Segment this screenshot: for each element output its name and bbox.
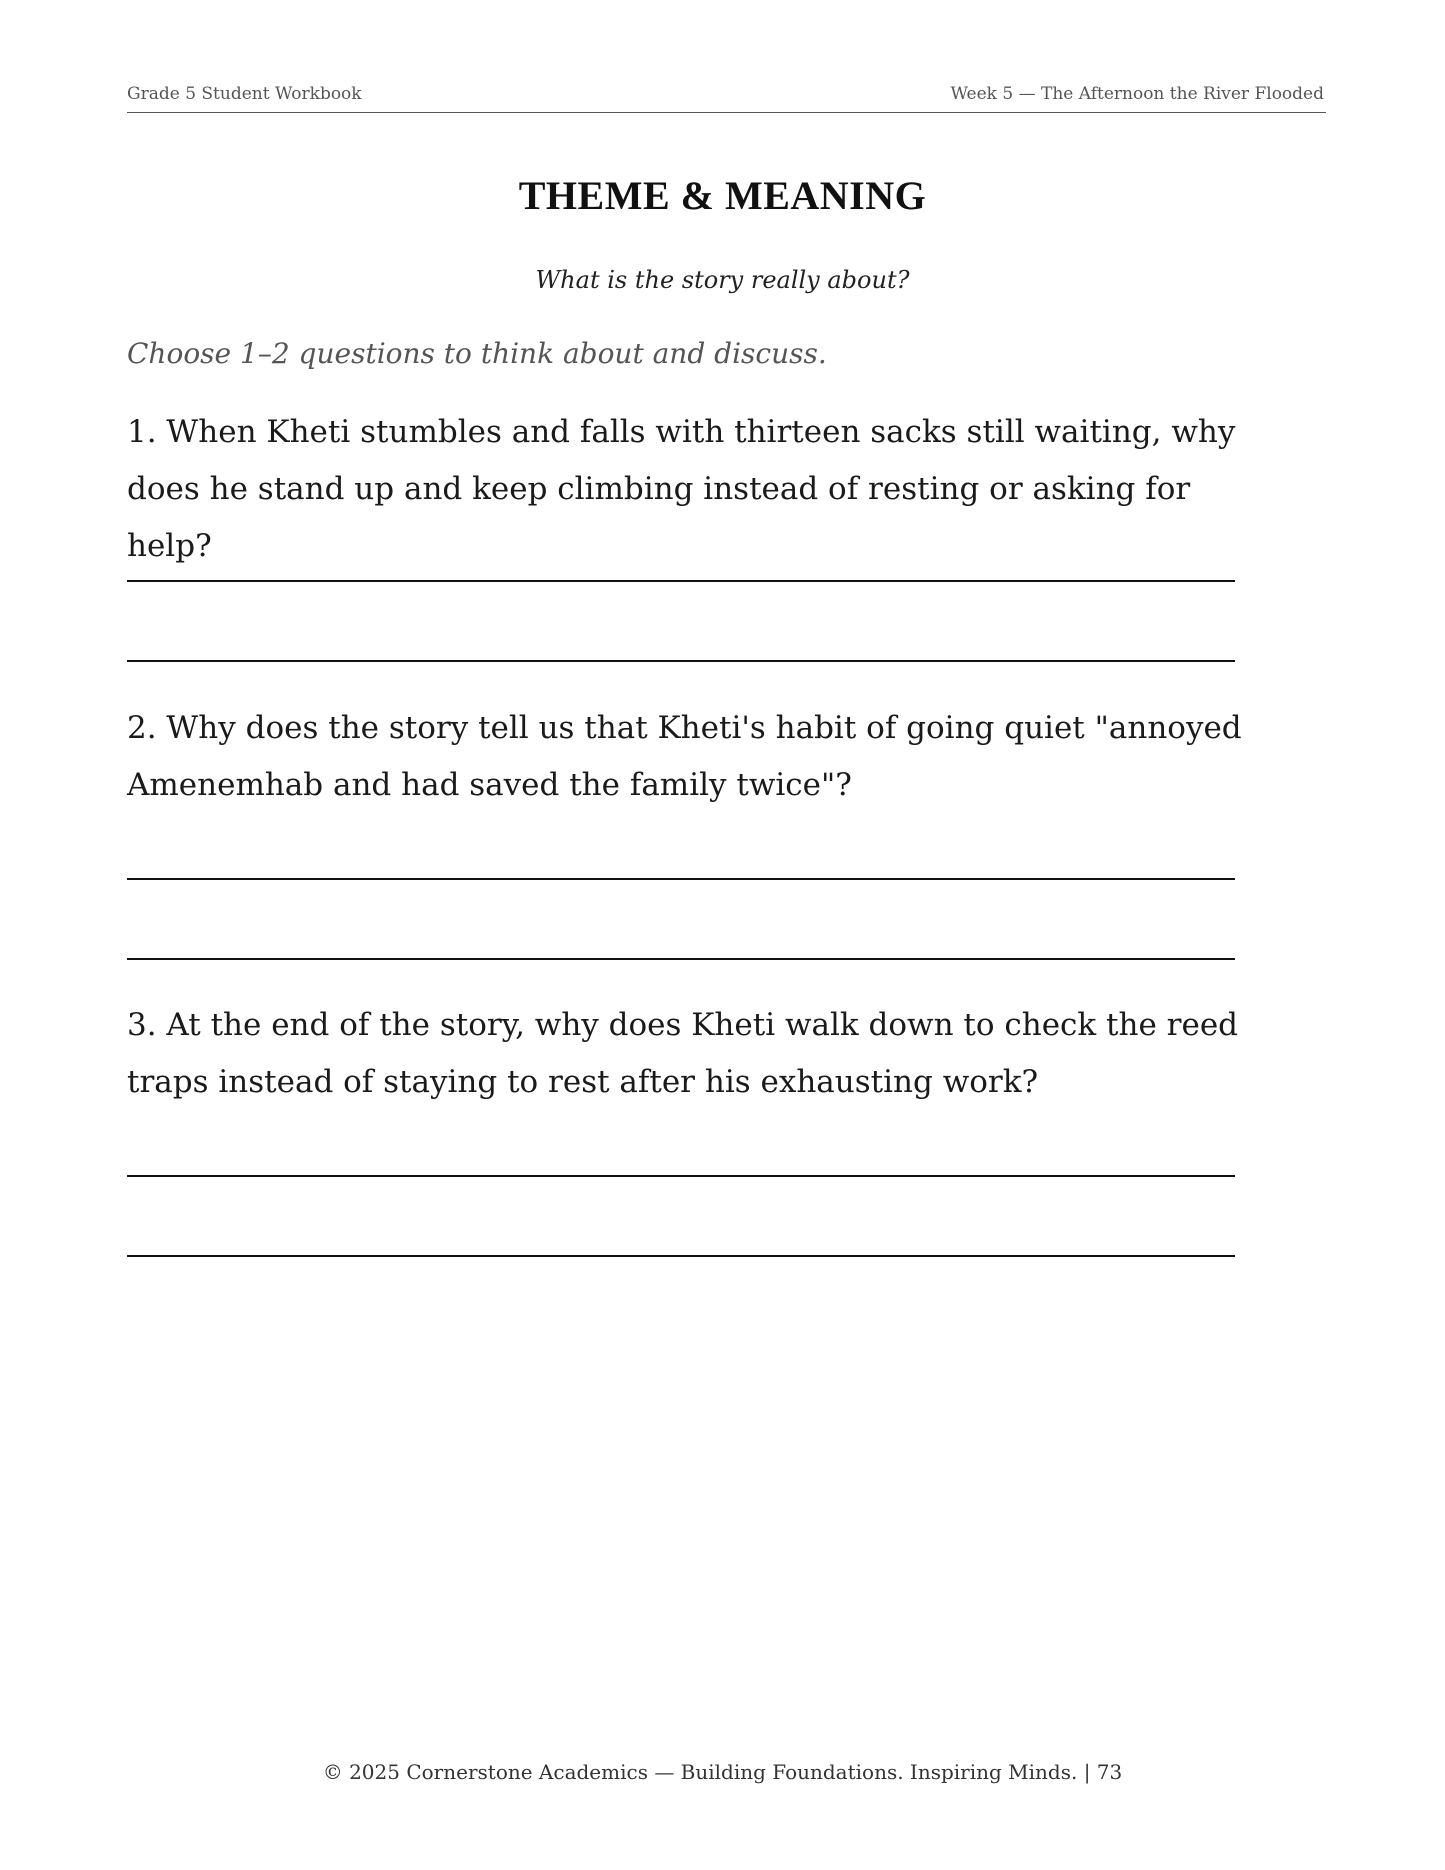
answer-line-3b[interactable] — [127, 1255, 1235, 1257]
answer-line-3a[interactable] — [127, 1175, 1235, 1177]
question-3: 3. At the end of the story, why does Kheti walk down to check the reed traps instead of staying to rest after his exhausting work? — [127, 1007, 1239, 1100]
page-subtitle: What is the story really about? — [535, 266, 910, 294]
answer-line-2b[interactable] — [127, 958, 1235, 960]
week-title: Week 5 — The Afternoon the River Flooded — [950, 84, 1324, 104]
answer-line-1b[interactable] — [127, 660, 1235, 662]
page-title: THEME & MEANING — [518, 173, 927, 218]
answer-line-1a[interactable] — [127, 580, 1235, 582]
workbook-title: Grade 5 Student Workbook — [127, 84, 362, 104]
question-2: 2. Why does the story tell us that Kheti's habit of going quiet "annoyed Amenemhab and had saved the family twice"? — [127, 710, 1242, 803]
answer-line-2a[interactable] — [127, 878, 1235, 880]
page-header — [127, 82, 1326, 113]
question-1: 1. When Kheti stumbles and falls with thirteen sacks still waiting, why does he stand up and keep climbing instead of resting or asking for help? — [127, 414, 1236, 564]
instructions: Choose 1–2 questions to think about and discuss. — [127, 337, 827, 370]
page-footer: © 2025 Cornerstone Academics — Building Foundations. Inspiring Minds. | 73 — [322, 1760, 1123, 1784]
